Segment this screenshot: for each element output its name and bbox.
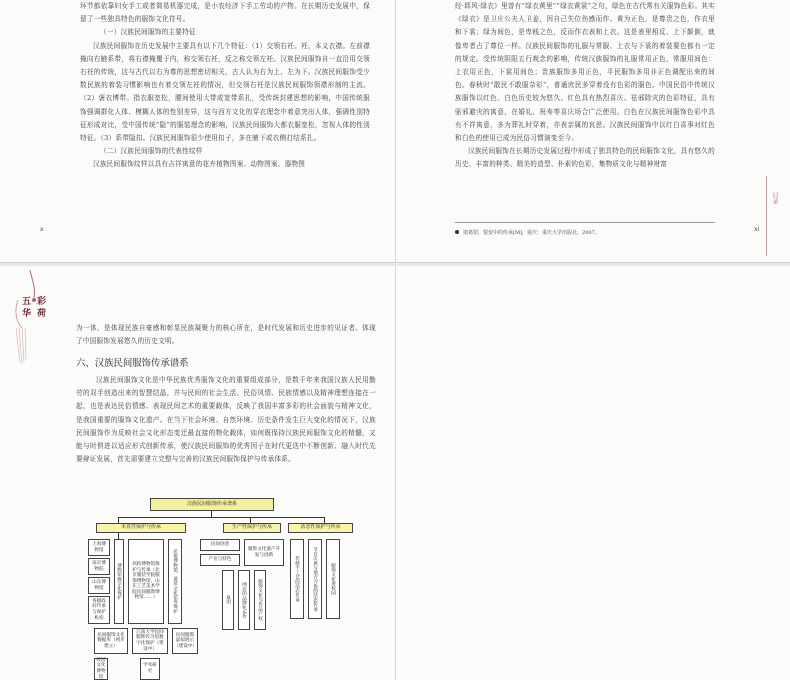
- node-handicraft-living: 传统手工艺的活态传承: [290, 539, 304, 619]
- top-right-body-text: [455, 0, 715, 172]
- node-jiangnan-museum: 江南大学民间服饰传习馆数字化保护（建设中）: [132, 628, 168, 654]
- node-shandong-museum: 山东博物馆: [88, 577, 110, 594]
- section-title: 六、汉族民间服饰传承谱系: [76, 358, 189, 369]
- node-university-museum: 高校博物馆保护与传承（北京服装学院服饰博物馆、山东工艺美术学院民间服饰博物馆……）: [128, 539, 164, 624]
- category-authentic: 本真性保护与传承: [96, 523, 186, 533]
- node-folk-museum: 民俗博物馆、遗址文化馆等保护: [168, 539, 182, 624]
- footnote-rule: [455, 222, 715, 223]
- top-left-paragraph: 汉族民间服饰纹样以具有吉祥寓意的花卉植物图案、动物图案、器物图: [93, 160, 306, 169]
- node-nanjing-museum: 南京博物院: [88, 558, 110, 575]
- heritage-genealogy-diagram: [88, 498, 353, 680]
- book-brand-emblem: [10, 270, 52, 366]
- intro-paragraph: 为一体，是体现民族自豪感和彰显民族凝聚力的核心所在，是时代发展和历史进步的见证者。体现了中国服饰发展悠久的历史文明。: [76, 324, 376, 346]
- node-folk-database: 民间服饰文化数据库（初步建立）: [94, 628, 128, 654]
- chapter-side-tab: [766, 176, 783, 256]
- page-number-left: x: [40, 226, 44, 233]
- node-campus-museum: 校园文化博物馆: [94, 658, 108, 680]
- category-productive: 生产性保护与传承: [223, 523, 281, 533]
- node-academic-research: 学术研究: [140, 658, 160, 680]
- page-gutter: [395, 0, 396, 262]
- side-tab-label: 目录: [771, 192, 778, 204]
- top-right-paragraph: 经·邶风·绿衣》里曾有“绿衣黄里”“绿衣黄裳”之句，绿色在古代常有关服饰色彩。其实《绿衣》是卫庄公夫人卫姜，因自己失位伤感而作。黄为正色，是尊贵之色，作衣里和下裳；绿为间色，是卑贱之色，反而作衣表和上衣。这是表里相反、上下颠倒，就像卑者占了尊位一样。汉族民间服饰的礼服与常服、上衣与下裳的着装要色都有一定的规定。受传统阴阳五行观念的影响，传统汉族服饰的礼服常用正色，常服用间色：上衣用正色，下裳用间色；贵族服饰多用正色，平民服饰多用非正色调配出来的间色。春秋时“散民不敢服杂彩”，普通庶民多穿着没有色彩的服色。中国民俗中传统汉族服饰以红色、白色历史较为悠久。红色具有热烈喜庆、祛邪除灾的色彩特征，具有驱邪避灾的寓意，在婚礼、祝寿等喜庆场合广泛使用。白色在汉族民间服饰色彩中具有不祥寓意，多为葬礼时穿着，亦表亲属的哀思。汉族民间服饰中以红白喜事对红色和白色的使用已成为民俗习惯演变至今。: [455, 2, 715, 143]
- node-culture-ip: 服饰文化与作品产权: [254, 570, 266, 630]
- page-gutter: [395, 266, 396, 680]
- brand-logo-text: 五彩华荷: [22, 297, 53, 319]
- body-paragraph: 汉族民间服饰文化是中华民族优秀服饰文化的重要组成部分，是数千年来我国汉族人民用勤劳的双手创造出来的智慧结晶，并与民间的社会生活、民俗风情、民族情感以及精神理想连接在一起，也是表达民俗情感、表现民间艺术的重要载体，反映了我国丰富多彩的社会面貌与精神文化，是我国重要的服饰文化遗产。在当下社会环境、自然环境、历史条件发生巨大变化的情况下，汉族民间服饰作为反映社会文化形态变迁最直接的物化载体，如何既保持汉族民间服饰文化的精髓，又能与时俱进以适应形式创新传承，使汉族民间服饰的优秀因子在时代更迭中不断创新、融入时代先要辩证发展，首先需要建立完整与完善的汉族民间服饰保护与传承体系。: [76, 376, 376, 464]
- top-right-paragraph: 汉族民间服饰在长期历史发展过程中形成了独具特色的民间服饰文化，具有悠久的历史、丰富的种类、精美的造型、朴素的色彩，集物质文化与精神财富: [455, 147, 715, 169]
- top-left-paragraph: （一）汉族民间服饰的主要特征: [100, 28, 196, 37]
- node-festival-living: 节日庆典与地方习俗的活态传承: [308, 539, 322, 619]
- node-museum-digital: 博物馆数字化保护: [114, 539, 124, 624]
- diagram-root: 汉族民间服饰传承谱系: [150, 498, 274, 511]
- node-field: 鼠田: [222, 570, 234, 630]
- node-folk-creativity: 民间创意: [200, 539, 240, 551]
- node-heritage-development: 服饰文化遗产开发与创新: [244, 539, 284, 566]
- bottom-page-spread: [0, 266, 790, 680]
- node-shanghai-museum: 上海博物馆: [88, 539, 110, 556]
- node-government-agency: 各级政府传承与保护机构: [88, 596, 110, 624]
- page-number-right: xi: [754, 226, 760, 233]
- top-left-body-text: [80, 0, 370, 172]
- footnote-marker-icon: [455, 230, 459, 234]
- footnote-text: 诸葛铠，裂变中的传承[M]，重庆：重庆大学出版社，2007。: [463, 230, 600, 236]
- node-culture-campus: 服饰文化进校园: [326, 539, 340, 619]
- category-living: 活态性保护与传承: [288, 523, 353, 533]
- node-brand-store: 网店的品牌化运作: [238, 570, 250, 630]
- top-left-paragraph: （二）汉族民间服饰的代表性纹样: [100, 147, 203, 156]
- node-industry-feature: 产业与特色: [200, 554, 240, 566]
- top-page-spread: [0, 0, 790, 263]
- bottom-left-intro: [76, 322, 376, 348]
- footnote: [455, 229, 600, 236]
- bottom-left-body-text: [76, 374, 376, 466]
- top-left-paragraph: 环节都依靠妇女手工或者简易机器完成，是小农经济下手工劳动的产物。在长期历史发展中，保留了一些独具特色的服饰文化符号。: [80, 2, 370, 24]
- top-left-paragraph: 汉族民间服饰在历史发展中主要具有以下几个特征：（1）交领右衽。衽，本义衣襟。左前襟掩向右腋系带，将右襟掩覆于内，称交领右衽，反之称交领左衽。汉族民间服饰自一直沿用交领右衽的传统，这与古代以右为尊的思想密切相关，古人认为右为上、左为下。汉族民间服饰受少数民族的着装习惯影响也有着交领左衽的情况，但交领右衽是汉族民间服饰领襟形制的主流。（2）褒衣博带。指衣服宽松，腰间使用大带或宽带系扎，受传统封建思想的影响，中国传统服饰强调群化人体、模糊人体的性别差异，这与西方文化的穿衣理念中着意突出人体，强调性别特征形成对比，受中国传统“隐”的服装理念的影响，汉族民间服饰大都衣服宽松，忽视人体的性别特征。（3）系带隐扣。汉族民间服饰很少使用扣子，多在腋下或衣侧打结系扎。: [80, 41, 370, 143]
- node-virtual-display: 民间服饰虚拟展示（建设中）: [172, 628, 198, 654]
